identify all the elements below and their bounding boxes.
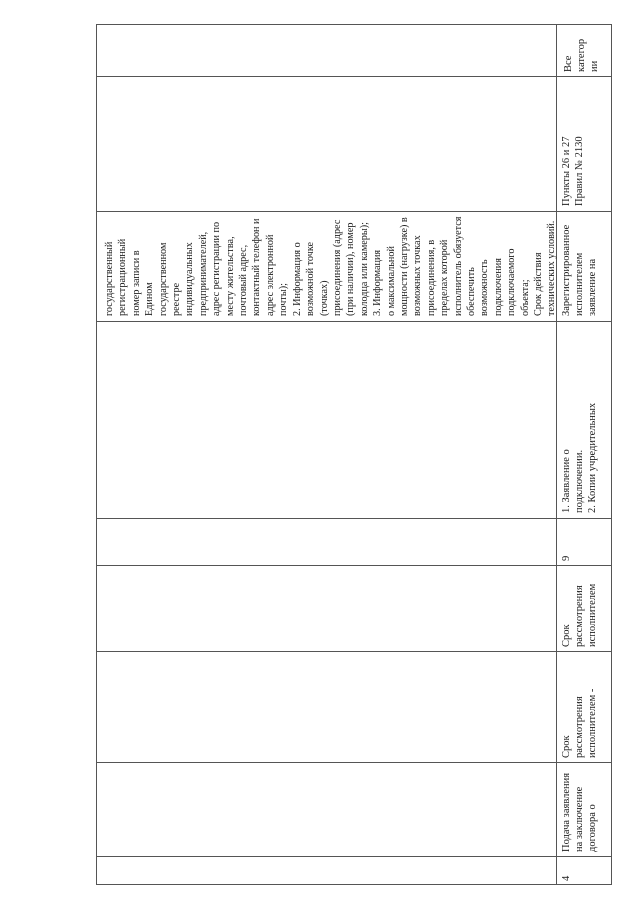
- table-border-top: [96, 24, 612, 25]
- table-line-h2: [96, 211, 612, 212]
- table-border-right: [611, 24, 612, 885]
- table-border-left: [96, 24, 97, 885]
- table-line-h1: [96, 76, 612, 77]
- table-border-bottom: [96, 884, 612, 885]
- table-line-h6: [96, 651, 612, 652]
- row4-stage: Подача заявления на заключение договора о: [561, 772, 599, 852]
- row4-documents: 1. Заявление о подключении. 2. Копии учредительных: [561, 402, 599, 513]
- table-line-h8: [96, 856, 612, 857]
- row3-continuation-text: государственный регистрационный номер записи в Едином государственном реестре индивидуальных предпринимателей, адрес регистрации по месту жительства, почтовый адрес, контактный телефон и адрес электронной почты); 2. Информация о возможной точке (точках) присоединения (адрес (при наличии), номер колодца или камеры); 3. Информация о максимальной мощности (нагрузке) в возможных точках присоединения, в пределах которой исполнитель обязуется обеспечить возможность подключения подключаемого объекта; Срок действия технических условий.: [104, 216, 558, 316]
- table-line-h5: [96, 565, 612, 566]
- row4-number: 4: [561, 875, 572, 881]
- table-line-h4: [96, 518, 612, 519]
- table-line-h7: [96, 762, 612, 763]
- table-line-v1: [556, 24, 557, 885]
- row4-category: Все категор ии: [563, 38, 601, 72]
- row4-term-b: Срок рассмотрения исполнителем: [561, 583, 599, 647]
- row4-term: Срок рассмотрения исполнителем -: [561, 688, 599, 758]
- row4-basis: Пункты 26 и 27 Правил № 2130: [561, 136, 586, 206]
- row4-result: Зарегистрированное исполнителем заявление на: [561, 224, 599, 316]
- table-line-h3: [96, 321, 612, 322]
- row4-days: 9: [561, 555, 572, 561]
